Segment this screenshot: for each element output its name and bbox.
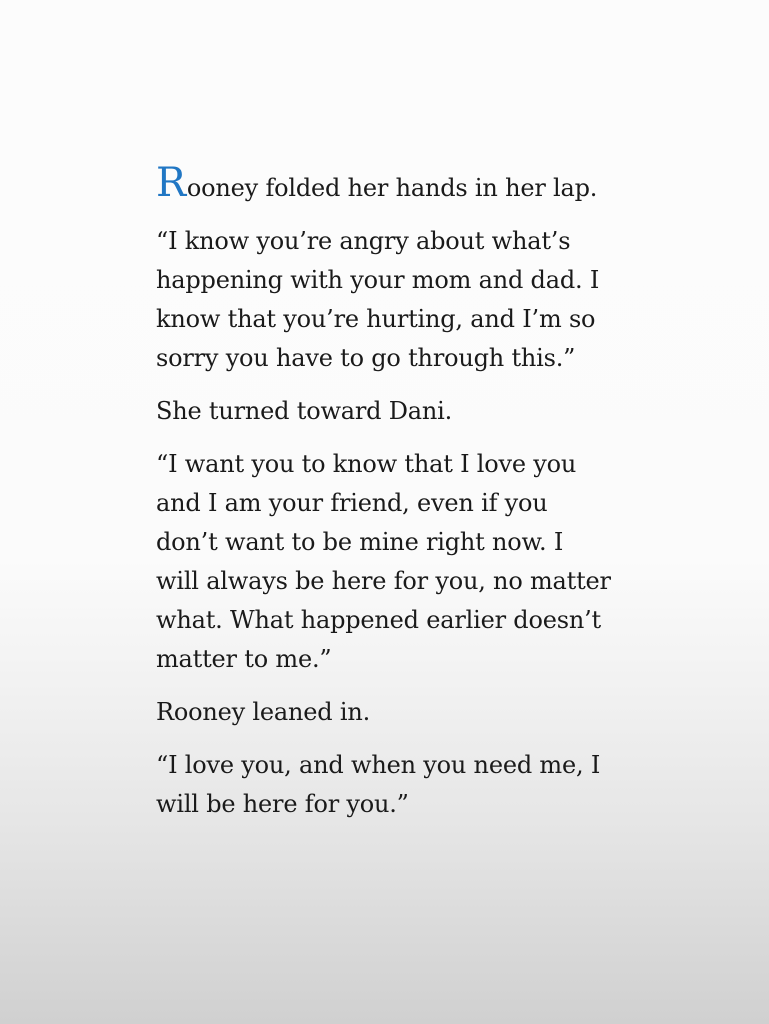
paragraph-line: Rooney leaned in. [156, 698, 371, 726]
paragraph-line: know that you’re hurting, and I’m so [156, 305, 596, 333]
paragraph-line: what. What happened earlier doesn’t [156, 606, 601, 634]
paragraph-line: “I love you, and when you need me, I [156, 751, 601, 779]
paragraph-line: will be here for you.” [156, 790, 409, 818]
paragraph-line [156, 160, 676, 208]
paragraph-6 [156, 746, 676, 824]
paragraph-2 [156, 222, 676, 378]
paragraph-line: and I am your friend, even if you [156, 489, 548, 517]
paragraph-line: She turned toward Dani. [156, 397, 453, 425]
paragraph-3 [156, 392, 676, 431]
paragraph-line: happening with your mom and dad. I [156, 266, 600, 294]
paragraph-5 [156, 693, 676, 732]
paragraph-line: sorry you have to go through this.” [156, 344, 576, 372]
paragraph-line: matter to me.” [156, 645, 332, 673]
drop-cap: R [156, 160, 186, 206]
paragraph-line: “I want you to know that I love you [156, 450, 577, 478]
paragraph-1 [156, 160, 676, 208]
story-page [156, 160, 676, 838]
paragraph-line: “I know you’re angry about what’s [156, 227, 571, 255]
paragraph-line: will always be here for you, no matter [156, 567, 611, 595]
paragraph-4 [156, 445, 676, 679]
paragraph-line-text: ooney folded her hands in her lap. [186, 174, 598, 202]
paragraph-line: don’t want to be mine right now. I [156, 528, 564, 556]
